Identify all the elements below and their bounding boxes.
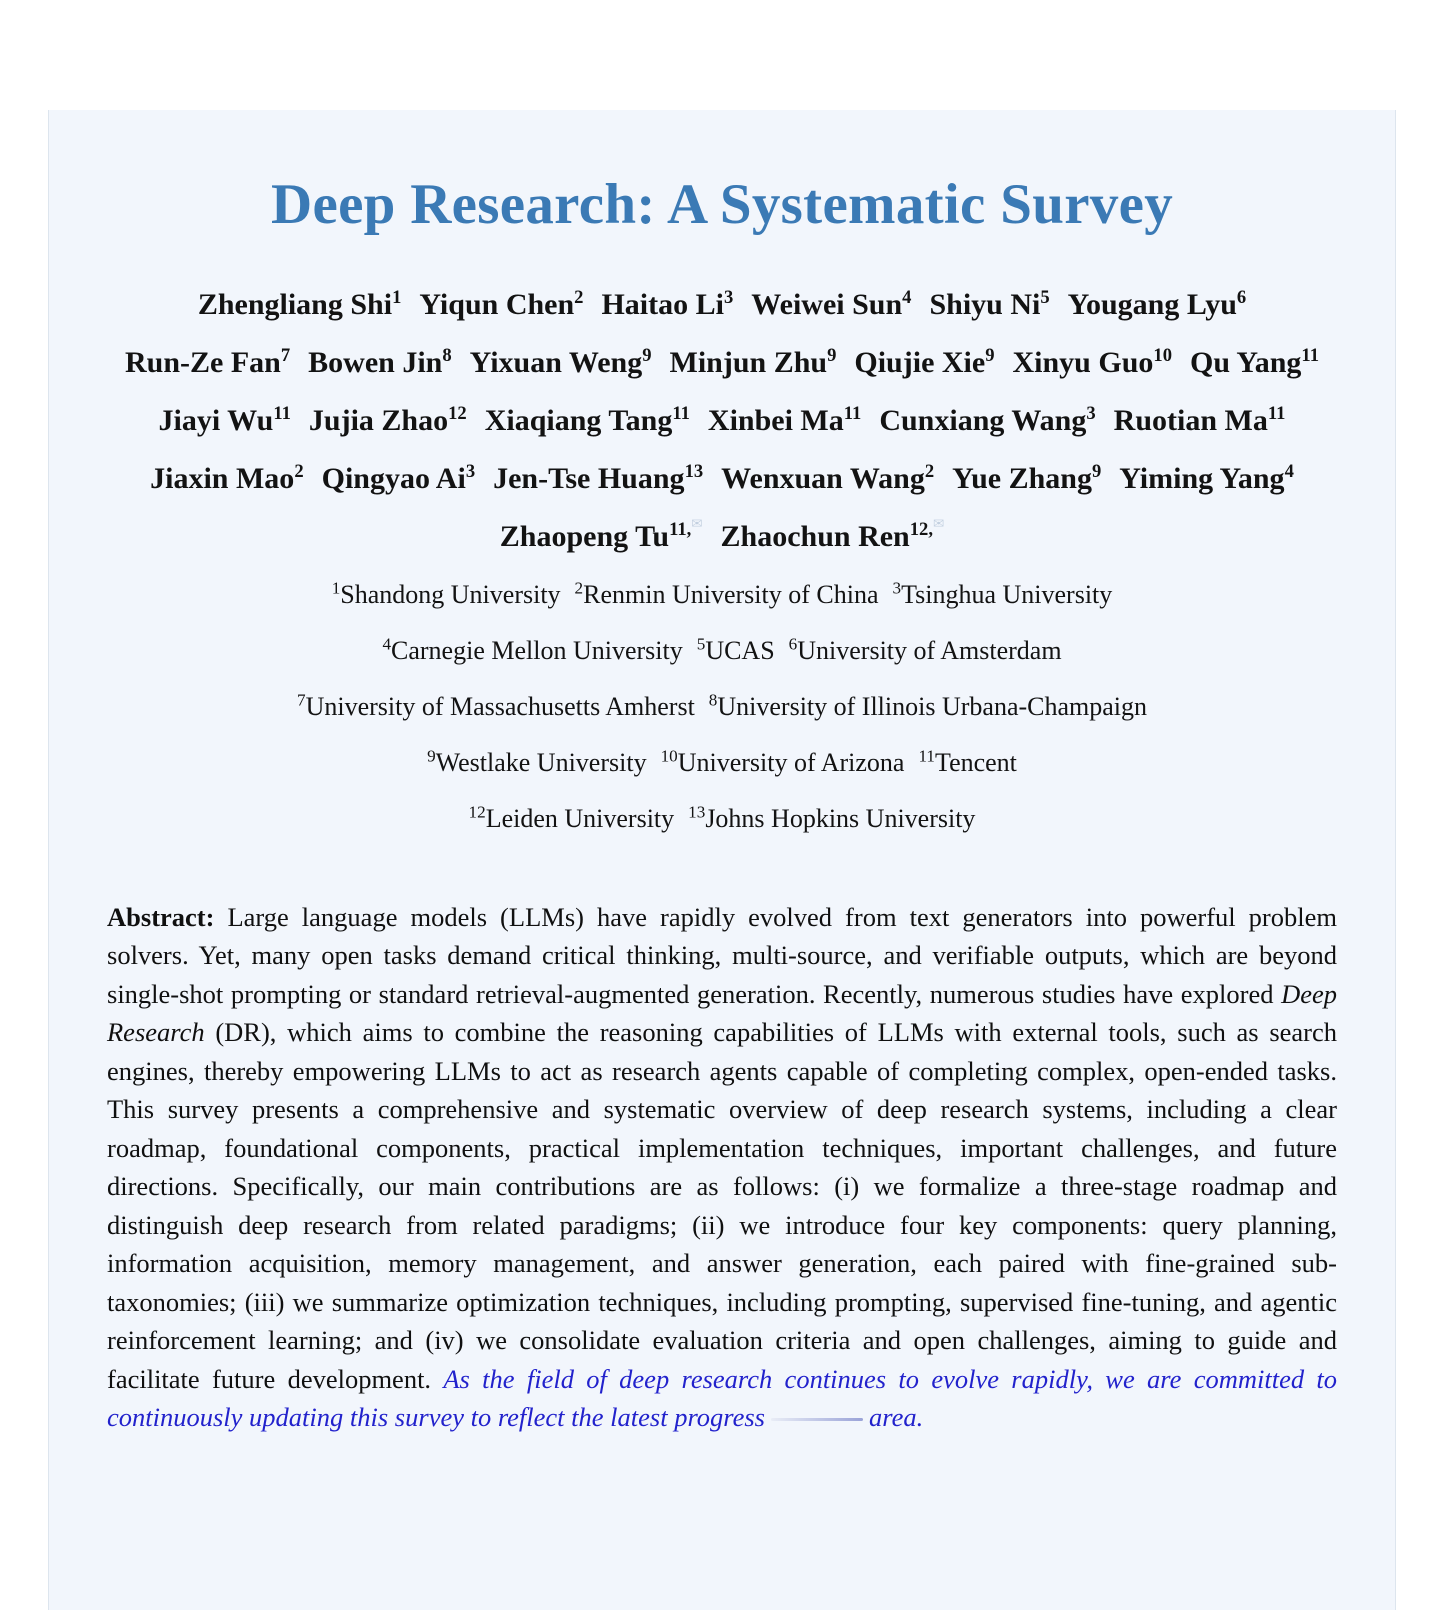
author-name: Zhaochun Ren$^{12,^✉}$ [720,515,945,553]
author-affiliation-marker: 11 [273,402,291,424]
affiliation-entry: $^3$Tsinghua University [892,577,1113,609]
affiliation-marker: 7 [296,689,306,709]
affiliation-entry: $^2$Renmin University of China [574,577,879,609]
author-name: Qu Yang$^{11}$ [1189,344,1319,379]
affiliation-marker: 6 [788,633,798,653]
author-name: Jiayi Wu$^{11}$ [158,402,291,437]
author-name: Weiwei Sun$^4$ [751,286,912,321]
author-name: Qingyao Ai$^3$ [321,460,476,495]
affiliation-entry: $^6$University of Amsterdam [788,633,1062,665]
abstract-paragraph [107,898,1337,1437]
author-name: Yiming Yang$^4$ [1119,460,1294,495]
author-name: Qiujie Xie$^9$ [854,344,995,379]
affiliation-list [49,577,1395,833]
affiliation-line [49,633,1395,665]
author-affiliation-marker: 3 [1086,402,1096,424]
envelope-icon: ✉ [691,515,703,531]
author-line [49,515,1395,553]
affiliation-entry: $^4$Carnegie Mellon University [382,633,683,665]
affiliation-line [49,577,1395,609]
affiliation-entry: $^5$UCAS [696,633,775,665]
author-affiliation-marker: 11 [843,402,862,424]
author-name: Shiyu Ni$^5$ [929,286,1050,321]
author-affiliation-marker: 9 [985,344,995,366]
author-name: Wenxuan Wang$^2$ [721,460,935,495]
author-affiliation-marker: 6 [1236,286,1247,308]
affiliation-marker: 8 [708,689,718,709]
author-affiliation-marker: 2 [924,460,935,482]
author-name: Yiqun Chen$^2$ [419,286,584,321]
author-affiliation-marker: 2 [574,286,584,308]
author-affiliation-marker: 7 [280,344,291,366]
author-name: Zhengliang Shi$^1$ [197,286,402,321]
author-affiliation-marker: 4 [902,286,912,308]
paper-page [48,110,1396,1610]
author-name: Yixuan Weng$^9$ [469,344,652,379]
affiliation-marker: 11 [918,745,935,765]
author-name: Jujia Zhao$^{12}$ [308,402,467,437]
affiliation-marker: 10 [660,745,678,765]
affiliation-entry: $^9$Westlake University [427,745,647,777]
affiliation-line [49,689,1395,721]
author-name: Xinyu Guo$^{10}$ [1012,344,1172,379]
author-affiliation-marker: 9 [642,344,652,366]
author-name: Bowen Jin$^8$ [308,344,452,379]
author-affiliation-marker: 12 [448,402,467,424]
author-affiliation-marker: 12,✉ [909,515,945,540]
author-name: Jiaxin Mao$^2$ [150,460,304,495]
affiliation-line [49,745,1395,777]
author-affiliation-marker: 11 [1267,402,1286,424]
envelope-icon: ✉ [932,515,945,531]
author-name: Haitao Li$^3$ [601,286,734,321]
author-affiliation-marker: 10 [1153,344,1172,366]
affiliation-marker: 1 [331,577,341,597]
author-name: Ruotian Ma$^{11}$ [1113,402,1286,437]
affiliation-marker: 12 [468,801,486,821]
author-line [49,344,1395,379]
affiliation-marker: 2 [574,577,584,597]
affiliation-marker: 4 [382,633,392,653]
abstract-label: Abstract: [107,901,215,932]
author-affiliation-marker: 1 [392,286,402,308]
author-affiliation-marker: 11 [672,402,690,424]
author-affiliation-marker: 5 [1040,286,1050,308]
author-name: Jen-Tse Huang$^{13}$ [493,460,704,495]
author-affiliation-marker: 11 [1301,344,1319,366]
author-name: Xiaqiang Tang$^{11}$ [484,402,690,437]
abstract-part-1: Large language models (LLMs) have rapidly evolved from text generators into powerful problem solvers. Yet, many open tasks demand critical thinking, multi-source, and verifiable outputs, which are beyond single-shot prompting or standard retrieval-augmented generation. Recently, numerous studies have explored [107,901,1337,1009]
affiliation-marker: 13 [688,801,706,821]
author-affiliation-marker: 2 [294,460,304,482]
affiliation-entry: $^{11}$Tencent [918,745,1017,777]
affiliation-marker: 9 [427,745,436,765]
author-name: Run-Ze Fan$^7$ [125,344,291,379]
author-name: Cunxiang Wang$^3$ [879,402,1096,437]
abstract-closing-italic-2: area. [869,1402,924,1433]
abstract-italic-term: Deep Research [107,978,1337,1048]
author-name: Yue Zhang$^9$ [952,460,1102,495]
affiliation-entry: $^{10}$University of Arizona [660,745,905,777]
author-name: Yougang Lyu$^6$ [1067,286,1247,321]
affiliation-entry: $^7$University of Massachusetts Amherst [296,689,695,721]
author-affiliation-marker: 13 [684,460,704,482]
author-name: Minjun Zhu$^9$ [669,344,837,379]
abstract-part-2: (DR), which aims to combine the reasoning capabilities of LLMs with external tools, such as search engines, thereby empowering LLMs to act as research agents capable of completing complex, open-ended tasks. This survey presents a comprehensive and systematic overview of deep research systems, including a clear roadmap, foundational components, practical implementation techniques, important challenges, and future directions. Specifically, our main contributions are as follows: (i) we formalize a three-stage roadmap and distinguish deep research from related paradigms; (ii) we introduce four key components: query planning, information acquisition, memory management, and answer generation, each paired with fine-grained sub-taxonomies; (iii) we summarize optimization techniques, including prompting, supervised fine-tuning, and agentic reinforcement learning; and (iv) we consolidate evaluation criteria and open challenges, aiming to guide and facilitate future development. [107,1017,1337,1394]
author-name: Xinbei Ma$^{11}$ [707,402,862,437]
author-affiliation-marker: 9 [1091,460,1102,482]
abstract-closing-italic-1: As the field of deep research continues to evolve rapidly, we are committed to continuously updating this survey to reflect the latest progress [107,1363,1337,1433]
broken-link-placeholder[interactable] [771,1418,863,1421]
author-line [49,402,1395,437]
author-affiliation-marker: 11,✉ [669,515,703,540]
author-line [49,286,1395,321]
author-name: Zhaopeng $Tu^{11,^✉}$ [499,515,703,553]
author-list [49,286,1395,553]
author-affiliation-marker: 3 [465,460,476,482]
author-affiliation-marker: 9 [827,344,837,366]
affiliation-marker: 5 [696,633,706,653]
affiliation-entry: $^{13}$Johns Hopkins University [688,801,976,833]
author-affiliation-marker: 3 [723,286,734,308]
author-line [49,460,1395,495]
author-affiliation-marker: 8 [442,344,452,366]
abstract-section [49,898,1395,1437]
affiliation-entry: $^8$University of Illinois Urbana-Champaign [708,689,1148,721]
author-affiliation-marker: 4 [1284,460,1294,482]
page-title: Deep Research: A Systematic Survey [271,173,1173,236]
affiliation-marker: 3 [892,577,902,597]
affiliation-entry: $^{12}$Leiden University [468,801,675,833]
affiliation-entry: $^1$Shandong University [331,577,561,609]
affiliation-line [49,801,1395,833]
